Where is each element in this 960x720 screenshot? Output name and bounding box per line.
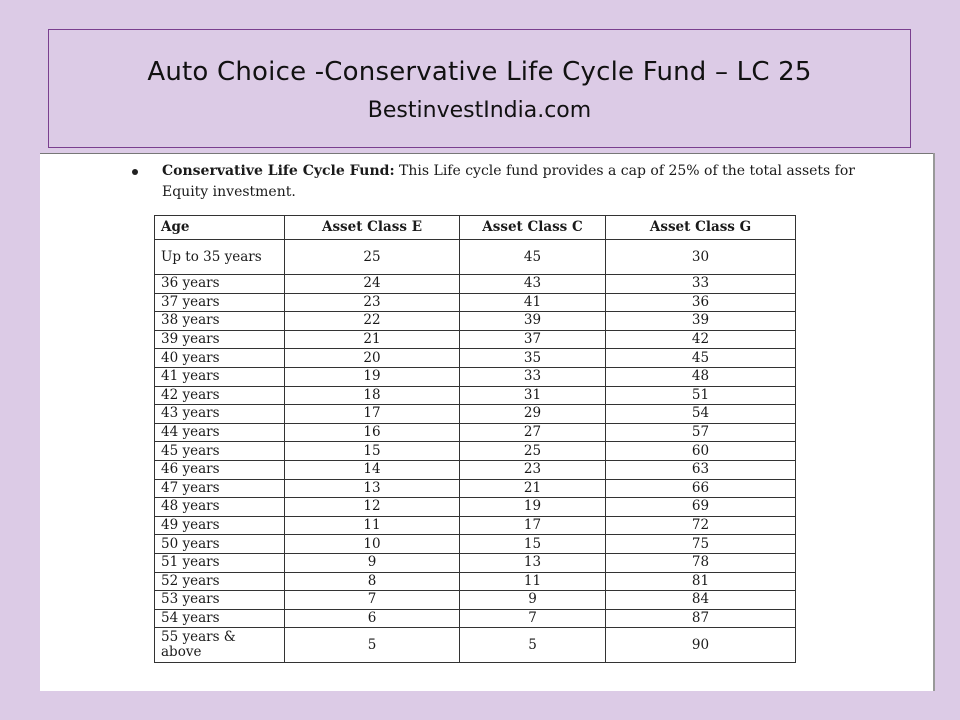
asset-class-e-cell: 19	[285, 367, 460, 386]
age-cell: 53 years	[155, 591, 285, 610]
header-asset-class-c: Asset Class C	[460, 216, 606, 240]
table-row	[155, 442, 796, 461]
asset-class-e-cell: 16	[285, 423, 460, 442]
age-cell: 37 years	[155, 293, 285, 312]
asset-class-e-cell: 23	[285, 293, 460, 312]
asset-class-e-cell: 11	[285, 516, 460, 535]
age-cell: 44 years	[155, 423, 285, 442]
asset-class-c-cell: 23	[460, 460, 606, 479]
asset-class-g-cell: 84	[606, 591, 796, 610]
table-row	[155, 330, 796, 349]
age-cell: 47 years	[155, 479, 285, 498]
asset-class-c-cell: 15	[460, 535, 606, 554]
asset-class-c-cell: 45	[460, 240, 606, 275]
table-row	[155, 572, 796, 591]
asset-class-c-cell: 27	[460, 423, 606, 442]
table-row	[155, 498, 796, 517]
asset-class-g-cell: 54	[606, 405, 796, 424]
asset-class-g-cell: 81	[606, 572, 796, 591]
asset-class-g-cell: 69	[606, 498, 796, 517]
asset-class-g-cell: 87	[606, 609, 796, 628]
asset-class-g-cell: 36	[606, 293, 796, 312]
asset-class-e-cell: 25	[285, 240, 460, 275]
asset-class-g-cell: 75	[606, 535, 796, 554]
document-excerpt	[40, 153, 935, 691]
age-cell: 41 years	[155, 367, 285, 386]
asset-class-e-cell: 13	[285, 479, 460, 498]
asset-class-c-cell: 7	[460, 609, 606, 628]
table-row	[155, 312, 796, 331]
asset-class-g-cell: 57	[606, 423, 796, 442]
table-row	[155, 349, 796, 368]
age-cell: 36 years	[155, 275, 285, 294]
asset-class-e-cell: 12	[285, 498, 460, 517]
asset-class-c-cell: 17	[460, 516, 606, 535]
age-cell: 54 years	[155, 609, 285, 628]
age-cell: 55 years & above	[155, 628, 285, 663]
table-row	[155, 293, 796, 312]
asset-class-e-cell: 21	[285, 330, 460, 349]
table-row	[155, 479, 796, 498]
intro-paragraph	[162, 161, 862, 203]
table-row	[155, 367, 796, 386]
table-row	[155, 405, 796, 424]
asset-class-g-cell: 30	[606, 240, 796, 275]
table-row	[155, 460, 796, 479]
age-cell: 45 years	[155, 442, 285, 461]
table-row	[155, 628, 796, 663]
asset-class-c-cell: 33	[460, 367, 606, 386]
asset-class-g-cell: 63	[606, 460, 796, 479]
asset-class-c-cell: 31	[460, 386, 606, 405]
asset-class-e-cell: 5	[285, 628, 460, 663]
document-right-rule	[933, 153, 935, 691]
asset-class-c-cell: 29	[460, 405, 606, 424]
asset-class-c-cell: 13	[460, 553, 606, 572]
asset-class-e-cell: 14	[285, 460, 460, 479]
asset-class-c-cell: 19	[460, 498, 606, 517]
age-cell: 50 years	[155, 535, 285, 554]
asset-class-e-cell: 22	[285, 312, 460, 331]
table-row	[155, 516, 796, 535]
asset-class-g-cell: 51	[606, 386, 796, 405]
asset-class-g-cell: 66	[606, 479, 796, 498]
table-row	[155, 423, 796, 442]
intro-bold-label: Conservative Life Cycle Fund:	[162, 163, 395, 179]
slide-subtitle: BestinvestIndia.com	[367, 98, 592, 123]
slide-title: Auto Choice -Conservative Life Cycle Fund – LC 25	[147, 57, 812, 87]
asset-class-c-cell: 21	[460, 479, 606, 498]
asset-class-c-cell: 25	[460, 442, 606, 461]
asset-allocation-table	[154, 215, 796, 663]
header-age: Age	[155, 216, 285, 240]
age-cell: 48 years	[155, 498, 285, 517]
asset-class-e-cell: 18	[285, 386, 460, 405]
asset-class-e-cell: 7	[285, 591, 460, 610]
asset-class-e-cell: 24	[285, 275, 460, 294]
asset-class-e-cell: 8	[285, 572, 460, 591]
document-top-rule	[40, 153, 935, 154]
age-cell: 49 years	[155, 516, 285, 535]
asset-class-e-cell: 20	[285, 349, 460, 368]
bullet-icon	[132, 169, 138, 175]
asset-class-c-cell: 35	[460, 349, 606, 368]
asset-class-g-cell: 48	[606, 367, 796, 386]
age-cell: 42 years	[155, 386, 285, 405]
age-cell: 39 years	[155, 330, 285, 349]
asset-class-g-cell: 78	[606, 553, 796, 572]
asset-class-c-cell: 11	[460, 572, 606, 591]
asset-class-e-cell: 9	[285, 553, 460, 572]
table-row	[155, 591, 796, 610]
table-row	[155, 275, 796, 294]
asset-class-e-cell: 17	[285, 405, 460, 424]
age-cell: 40 years	[155, 349, 285, 368]
intro-text: This Life cycle fund provides a cap of 25% of the total assets for Equity investment.	[162, 163, 855, 200]
slide-title-box	[48, 29, 911, 148]
asset-class-e-cell: 6	[285, 609, 460, 628]
asset-class-c-cell: 41	[460, 293, 606, 312]
table-header-row	[155, 216, 796, 240]
asset-class-e-cell: 15	[285, 442, 460, 461]
asset-class-c-cell: 5	[460, 628, 606, 663]
asset-class-g-cell: 39	[606, 312, 796, 331]
asset-class-g-cell: 42	[606, 330, 796, 349]
table-row	[155, 553, 796, 572]
asset-class-g-cell: 60	[606, 442, 796, 461]
table-row	[155, 386, 796, 405]
asset-class-g-cell: 45	[606, 349, 796, 368]
asset-class-e-cell: 10	[285, 535, 460, 554]
age-cell: 51 years	[155, 553, 285, 572]
asset-class-c-cell: 43	[460, 275, 606, 294]
table-row	[155, 609, 796, 628]
age-cell: 43 years	[155, 405, 285, 424]
age-cell: 52 years	[155, 572, 285, 591]
asset-class-g-cell: 90	[606, 628, 796, 663]
asset-class-g-cell: 33	[606, 275, 796, 294]
asset-class-c-cell: 39	[460, 312, 606, 331]
age-cell: 38 years	[155, 312, 285, 331]
table-row	[155, 535, 796, 554]
asset-class-c-cell: 9	[460, 591, 606, 610]
table-row	[155, 240, 796, 275]
asset-class-c-cell: 37	[460, 330, 606, 349]
age-cell: Up to 35 years	[155, 240, 285, 275]
age-cell: 46 years	[155, 460, 285, 479]
header-asset-class-g: Asset Class G	[606, 216, 796, 240]
header-asset-class-e: Asset Class E	[285, 216, 460, 240]
asset-class-g-cell: 72	[606, 516, 796, 535]
